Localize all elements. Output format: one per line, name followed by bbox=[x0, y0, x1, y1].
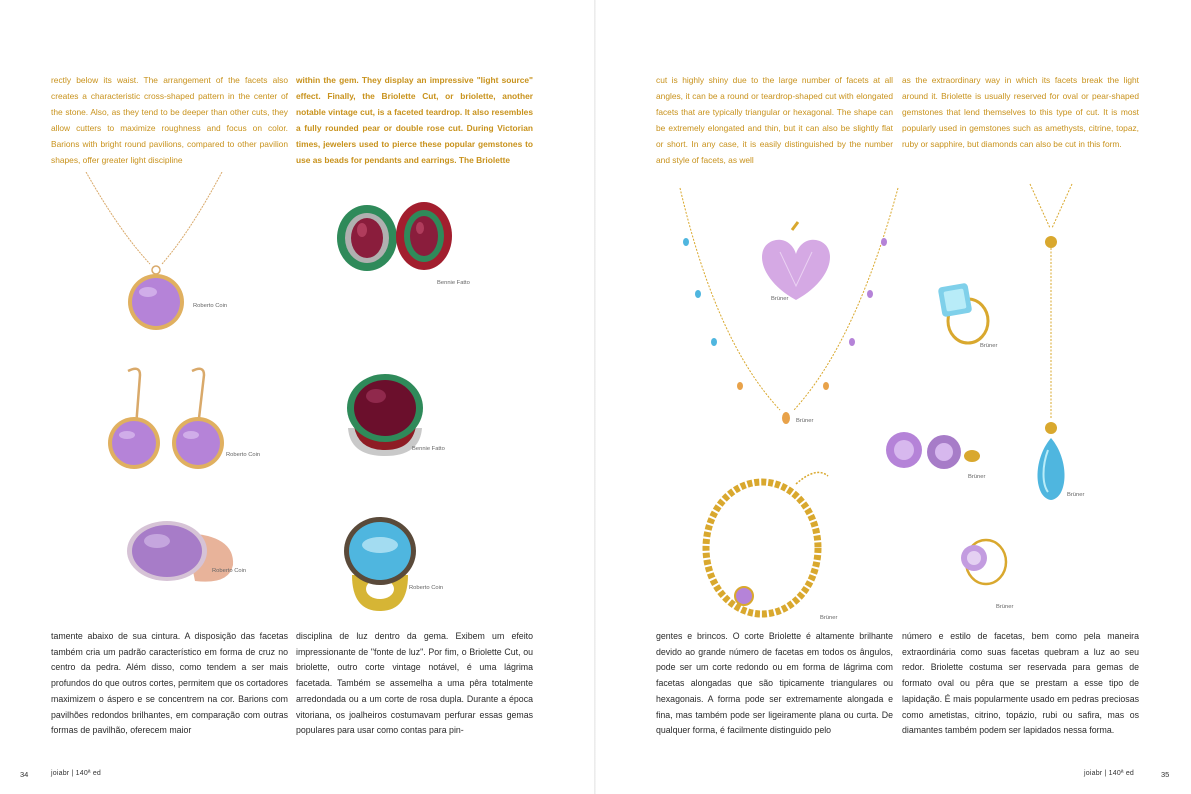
english-column-3: cut is highly shiny due to the large number of facets at all angles, it can be a round or teardrop-shaped cut with elongated facets that are typically triangular or hexagonal. The shape can be extremely elongated and thin, but it can also be slightly flat or short. In any case, it is easily distinguished by the number and style of facets, as well bbox=[656, 75, 893, 165]
portuguese-column-3: gentes e brincos. O corte Briolette é altamente brilhante devido ao grande número de facetas em todos os ângulos, pode ser um corte redondo ou em forma de lágrima com facetas alongadas que são tipicamente triangulares ou hexagonais. A forma pode ser extremamente alongada e fina, mas também pode ser ligeiramente plana ou curta. De qualquer forma, é facilmente distinguido pelo bbox=[656, 631, 893, 736]
caption-stud-earrings: Brüner bbox=[968, 474, 986, 480]
caption-small-ring: Brüner bbox=[996, 604, 1014, 610]
english-column-1: rectly below its waist. The arrangement of the facets also creates a characteristic cross-shaped pattern in the center of the stone. Also, as they tend to be deeper than other cuts, they allow cutters to maximize roughness and focus on color. Barions with bright round pavilions, compared to other pavilion shapes, offer greater light discipline bbox=[51, 75, 288, 165]
gold-chain-bracelet-photo bbox=[696, 462, 836, 622]
english-column-2: within the gem. They display an impressive "light source" effect. Finally, the Briolette Cut, or briolette, another notable vintage cut, is a faceted teardrop. It also resembles a fully rounded pear or double rose cut. During Victorian times, jewelers used to pierce these popular gemstones to use as beads for pendants and earrings. The Briolette bbox=[296, 75, 533, 165]
page-number-right: 35 bbox=[1161, 770, 1170, 779]
right-page bbox=[596, 0, 1191, 794]
caption-bracelet: Brüner bbox=[820, 615, 838, 621]
caption-green-earrings: Bennie Fatto bbox=[437, 280, 470, 286]
page-number-left: 34 bbox=[20, 770, 29, 779]
amethyst-drop-earrings-photo bbox=[100, 365, 230, 470]
caption-topaz-ring: Brüner bbox=[980, 343, 998, 349]
blue-stone-ring-photo bbox=[340, 513, 420, 613]
caption-blue-ring: Roberto Coin bbox=[409, 585, 444, 591]
magazine-footer-left: joiabr | 140ª ed bbox=[51, 770, 102, 777]
caption-necklace: Brüner bbox=[796, 418, 814, 424]
portuguese-column-1: tamente abaixo de sua cintura. A disposição das facetas também cria um padrão característico em forma de cruz no centro da pedra. Além disso, como tendem a ser mais profundos do que outros cortes, permitem que os cortadores maximizem o áspero e se concentrem na cor. Barions com pavilhões redondos brilhantes, em comparação com outras formas de pavilhão, oferecem maior bbox=[51, 631, 288, 736]
ruby-cocktail-ring-photo bbox=[340, 368, 430, 458]
caption-amethyst-ring: Roberto Coin bbox=[212, 568, 247, 574]
ruby-emerald-earrings-photo bbox=[332, 196, 462, 286]
blue-topaz-drop-necklace-photo bbox=[1026, 180, 1076, 510]
english-column-4: as the extraordinary way in which its facets break the light around it. Briolette is usually reserved for oval or pear-shaped gemstones that lend themselves to this type of cut. It is most popularly used in gemstones such as amethysts, citrine, topaz, ruby or sapphire, but diamonds can also be cut in this form. bbox=[902, 75, 1139, 149]
amethyst-cocktail-ring-photo bbox=[125, 515, 240, 590]
magazine-footer-right: joiabr | 140ª ed bbox=[1084, 770, 1135, 777]
topaz-ring-photo bbox=[934, 277, 994, 347]
caption-ruby-ring: Bennie Fatto bbox=[412, 446, 445, 452]
small-amethyst-ring-photo bbox=[952, 532, 1012, 602]
caption-amethyst-earrings: Roberto Coin bbox=[226, 452, 261, 458]
caption-drop-necklace: Brüner bbox=[1067, 492, 1085, 498]
briolette-necklace-photo bbox=[676, 182, 906, 452]
left-page bbox=[0, 0, 595, 794]
caption-heart-pendant: Brüner bbox=[771, 296, 789, 302]
portuguese-column-4: número e estilo de facetas, bem como pela maneira extraordinária como suas facetas quebram a luz ao seu redor. Briolette costuma ser reservada para gemas de formato oval ou pêra que se prestam a esse tipo de lapidação. É mais popularmente usado em pedras preciosas como ametistas, citrino, topázio, rubi ou safira, mas os diamantes também podem ser lapidados nessa forma. bbox=[902, 631, 1139, 736]
portuguese-column-2: disciplina de luz dentro da gema. Exibem um efeito impressionante de "fonte de luz". Por fim, o Briolette Cut, ou briolette, outro corte vintage notável, é uma lágrima facetada. Também se assemelha a uma pêra totalmente arredondada ou a um corte de rosa dupla. Durante a época vitoriana, os joalheiros costumavam perfurar essas gemas populares para usar como contas para pin- bbox=[296, 631, 533, 736]
caption-pendant: Roberto Coin bbox=[193, 303, 228, 309]
amethyst-stud-earrings-photo bbox=[882, 428, 992, 478]
